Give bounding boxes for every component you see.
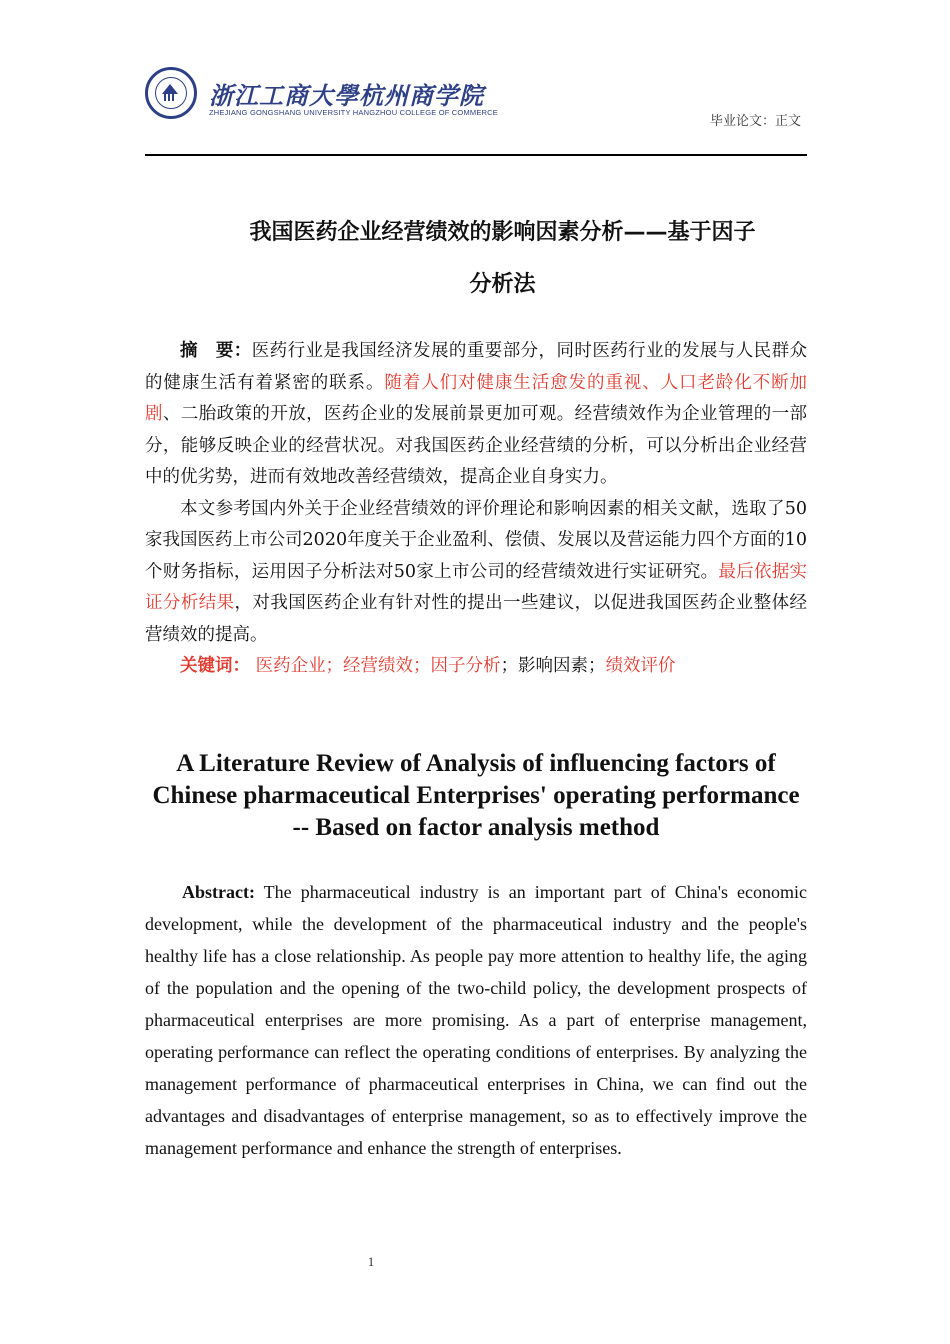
abstract-text-cn-2b: ，对我国医药企业有针对性的提出一些建议，以促进我国医药企业整体经营绩效的提高。 [145, 593, 807, 645]
abstract-label-cn: 摘 要： [180, 341, 252, 361]
keywords-plain: ；影响因素； [500, 656, 606, 676]
chinese-abstract-paragraph-2 [145, 494, 807, 652]
university-name-en: ZHEJIANG GONGSHANG UNIVERSITY HANGZHOU COLLEGE OF COMMERCE [209, 108, 498, 117]
abstract-text-cn-1a: 医药行业是我国经济发展的重要部分，同时医药行业的发展与人民群众的健康生活有着紧密的联系。 [145, 341, 808, 393]
abstract-text-en: The pharmaceutical industry is an important part of China's economic development, while the development of the pharmaceutical industry and the people's healthy life has a close relationship. As people pay more attention to healthy life, the aging of the population and the opening of the two-child policy, the development prospects of pharmaceutical enterprises are more promising. As a part of enterprise management, operating performance can reflect the operating conditions of enterprises. By analyzing the management performance of pharmaceutical enterprises in China, we can find out the advantages and disadvantages of enterprise management, so as to effectively improve the management performance and enhance the strength of enterprises. [145, 882, 807, 1158]
english-title [140, 748, 812, 844]
english-abstract [145, 876, 807, 1164]
chinese-abstract [145, 336, 807, 683]
abstract-text-cn-2-highlight: 最后依据实证分析结果 [145, 561, 807, 613]
chinese-title-line-2: 分析法 [469, 272, 536, 297]
keywords-highlight-b: 绩效评价 [605, 656, 676, 676]
header-section-label: 毕业论文：正文 [709, 114, 801, 129]
english-abstract-paragraph [145, 876, 807, 1164]
english-title-line-2: Chinese pharmaceutical Enterprises' operating performance [152, 782, 800, 809]
page-number: 1 [367, 1254, 375, 1269]
abstract-text-cn-2a: 本文参考国内外关于企业经营绩效的评价理论和影响因素的相关文献，选取了50家我国医药上市公司2020年度关于企业盈利、偿债、发展以及营运能力四个方面的10个财务指标，运用因子分析法对50家上市公司的经营绩效进行实证研究。 [145, 498, 807, 582]
university-seal-logo [145, 67, 197, 119]
keywords-line [145, 651, 807, 683]
page-header [145, 62, 807, 156]
abstract-text-cn-1b: 、二胎政策的开放，医药企业的发展前景更加可观。经营绩效作为企业管理的一部分，能够反映企业的经营状况。对我国医药企业经营绩的分析，可以分析出企业经营中的优劣势，进而有效地改善经营绩效，提高企业自身实力。 [145, 404, 808, 487]
keywords-highlight-a: 医药企业；经营绩效；因子分析 [250, 656, 501, 676]
english-title-line-1: A Literature Review of Analysis of influencing factors of [176, 750, 776, 777]
university-name-cn: 浙江工商大學杭州商学院 [209, 82, 484, 110]
chinese-title-line-1: 我国医药企业经营绩效的影响因素分析——基于因子 [249, 220, 756, 245]
keywords-label: 关键词： [180, 656, 250, 676]
english-title-line-3: -- Based on factor analysis method [292, 814, 660, 841]
abstract-label-en: Abstract: [182, 882, 255, 902]
abstract-text-cn-1-highlight: 随着人们对健康生活愈发的重视、人口老龄化不断加剧 [145, 372, 808, 424]
chinese-title [180, 207, 825, 311]
chinese-abstract-paragraph-1 [145, 336, 807, 494]
